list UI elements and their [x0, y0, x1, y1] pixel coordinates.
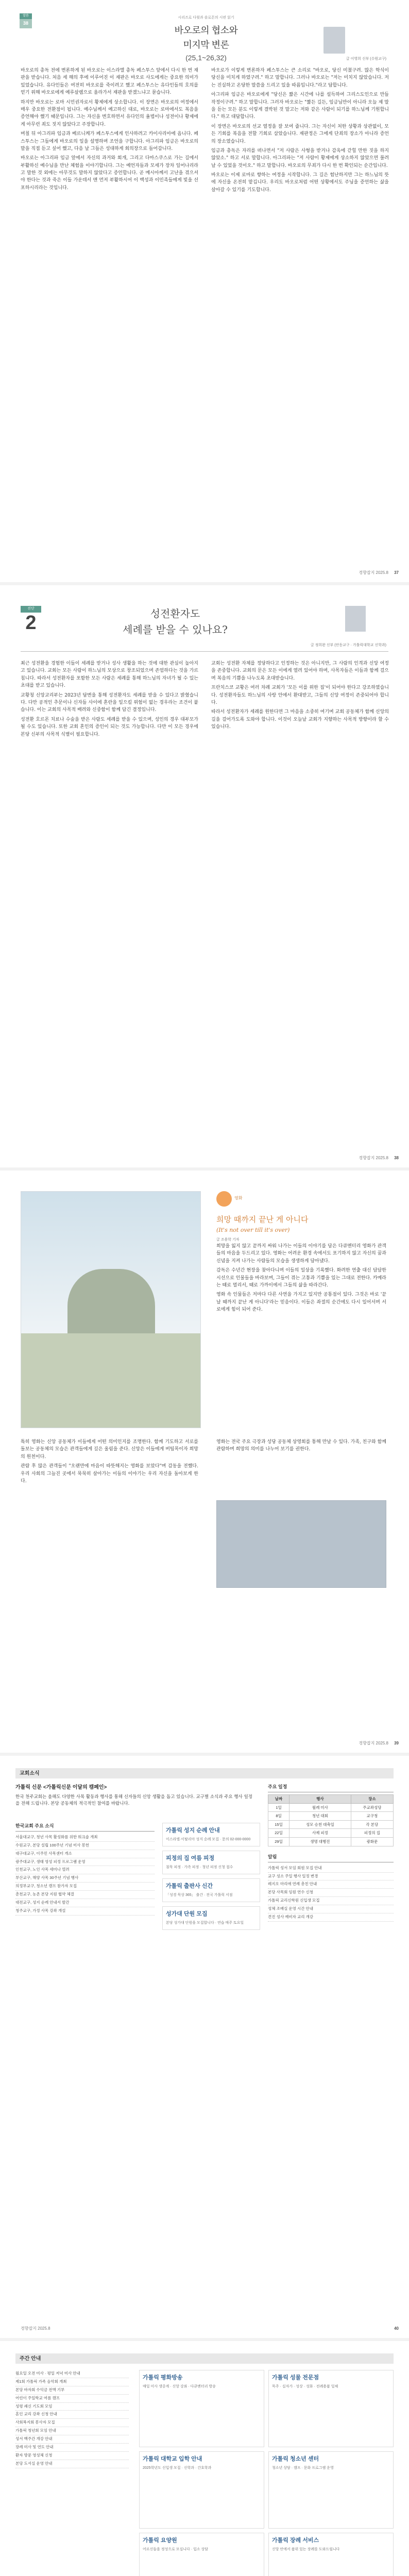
page-number: 37 — [394, 570, 399, 575]
paragraph: 프란치스코 교황은 여러 차례 교회가 '모든 이를 위한 집'이 되어야 한다고 강조하였습니다. 성전환자들도 하느님의 사랑 안에서 환대받고, 그들의 신앙 여정이 존중되어야 합니다. — [211, 685, 389, 705]
still-photo — [216, 1500, 386, 1588]
magazine-name: 경향잡지 2025.8 — [359, 1156, 388, 1160]
notice-column — [15, 2370, 129, 2468]
ad-title: 가톨릭 출판사 신간 — [166, 1883, 213, 1889]
notice-item[interactable]: 레지오 마리애 연례 총친 안내 — [268, 1880, 394, 1889]
schedule-cell: 각 본당 — [351, 1820, 393, 1829]
divider — [21, 651, 388, 652]
paragraph: 임금과 총독은 자리를 떠나면서 "저 사람은 사형을 받거나 감옥에 갇힐 만한 짓을 하지 않았소." 하고 서로 말합니다. 아그리파는 "저 사람이 황제에게 상소하지 않았으면 풀려날 수 있었을 것이오." 하고 말합니다. 바오로의 무죄가 다시 한 번 확인되는 순간입니다. — [211, 148, 389, 168]
paragraph: 바오로의 총독 전에 변론하게 된 바오로는 이스라엘 총독 페스투스 앞에서 다시 한 번 재판을 받습니다. 처음 세 해의 후에 이루어진 이 재판은 바오로 사도에게는 중요한 의미가 있었습니다. 유다인들은 여전히 바오로를 죽이려고 했고 페스투스는 유다인들의 호의를 얻기 위해 바오로에게 예루살렘으로 올라가서 재판을 받겠느냐고 묻습니다. — [21, 68, 198, 96]
ad-title: 피정의 집 여름 피정 — [166, 1855, 215, 1861]
weekly-item[interactable]: 어린이 주일학교 여름 캠프 — [15, 2395, 129, 2403]
issue-number: 2 — [25, 612, 37, 634]
schedule-row — [268, 1838, 394, 1846]
schedule-row — [268, 1803, 394, 1812]
schedule-cell: 광화문 — [351, 1838, 393, 1846]
ad-card[interactable] — [162, 1906, 260, 1930]
schedule-cell: 29일 — [268, 1838, 289, 1846]
ad-desc: 묵주 · 십자가 · 성상 · 성화 · 전례용품 일체 — [272, 2385, 338, 2389]
ad-card[interactable] — [162, 1823, 260, 1846]
ad-desc: 이스라엘·이탈리아 성지 순례 모집 · 문의 02-000-0000 — [166, 1838, 251, 1842]
author-name: 글 정희완 신부 (안동교구 · 가톨릭대학교 신학과) — [310, 643, 386, 647]
paragraph: 특히 영화는 신앙 공동체가 이들에게 어떤 의미인지를 조명한다. 함께 기도하고 서로를 돌보는 공동체의 모습은 관객들에게 깊은 울림을 준다. 신앙은 이들에게 버팀목이자 희망의 원천이다. — [21, 1439, 198, 1460]
schedule-cell: 피정의 집 — [351, 1829, 393, 1838]
paragraph: 바오로가 이렇게 변론하자 페스투스는 큰 소리로 "바오로, 당신 미쳤구려. 많은 학식이 당신을 미치게 하였구려." 하고 말합니다. 그러나 바오로는 "저는 미치지 않았습니다. 저는 진실하고 온당한 말씀을 드리고 있을 따름입니다."라고 답합니다. — [211, 68, 389, 88]
page-header-bar — [15, 2353, 394, 2364]
ads-column — [162, 1823, 260, 1930]
section-label: 말씀 — [20, 13, 32, 19]
paragraph: 교황청 신앙교리부는 2023년 답변을 통해 성전환자도 세례를 받을 수 있다고 밝혔습니다. 다만 공적인 추문이나 신자들 사이에 혼란을 일으킬 위험이 없는 경우라는 조건이 붙습니다. 이는 교회의 사목적 배려와 신중함이 함께 담긴 결정입니다. — [21, 692, 198, 713]
title-line-2: 미지막 변론 — [183, 39, 229, 50]
article-title — [216, 1214, 386, 1243]
ad-title: 가톨릭 요양원 — [143, 2537, 177, 2544]
paragraph: 바오로는 아그리파 임금 앞에서 자신의 과거와 회개, 그리고 다마스쿠스로 가는 길에서 부활하신 예수님을 만난 체험을 이야기합니다. 그는 예언자들과 모세가 장차 일어나리라고 말한 것 외에는 아무것도 말하지 않았다고 증언합니다. 곧 메시아께서 고난을 겪으셔야 한다는 것과 죽은 이들 가운데서 맨 먼저 부활하시어 이 백성과 이민족들에게 빛을 선포하시리라는 것입니다. — [21, 156, 198, 191]
paragraph: 영화 속 인물들은 저마다 다른 사연을 가지고 있지만 공통점이 있다. 그것은 바로 '끝날 때까지 끝난 게 아니다'라는 믿음이다. 이들은 좌절의 순간에도 다시 일어서며 서로에게 힘이 되어 준다. — [216, 1292, 386, 1313]
paragraph: 최근 성전환을 경험한 이들이 세례를 받거나 성사 생활을 하는 것에 대한 관심이 높아지고 있습니다. 교회는 모든 사람이 하느님의 모상으로 창조되었으며 존엄하다는 것을 가르칩니다. 따라서 성전환자를 포함한 모든 사람은 세례를 통해 하느님의 자녀가 될 수 있는 초대를 받고 있습니다. — [21, 661, 198, 689]
title-ko: 희망 때까지 끝난 게 아니다 — [216, 1215, 309, 1224]
ad-desc: 「성경 묵상 365」 출간 · 전국 가톨릭 서점 — [166, 1893, 233, 1897]
weekly-list — [15, 2370, 129, 2468]
notice-heading: 알림 — [268, 1854, 394, 1862]
schedule-cell: 교구청 — [351, 1812, 393, 1821]
issue-number-block — [21, 606, 41, 634]
paragraph: 영화는 전국 주요 극장과 성당 공동체 상영회를 통해 만날 수 있다. 가족, 친구와 함께 관람하며 희망의 의미를 나누어 보기를 권한다. — [216, 1439, 386, 1452]
lead-title: 가톨릭 신문 <가톨릭신문 이달의 캠페인> — [15, 1785, 107, 1790]
article-col-right — [211, 660, 389, 733]
article-col-right-top — [216, 1243, 386, 1316]
notice-item[interactable]: 교구 성소 주일 행사 일정 변경 — [268, 1873, 394, 1881]
schedule-cell: 1일 — [268, 1803, 289, 1812]
article-col-right-bottom — [216, 1438, 386, 1455]
page-header-title: 주간 안내 — [20, 2356, 41, 2362]
weekly-item[interactable]: 성령 쇄신 기도회 모임 — [15, 2403, 129, 2411]
weekly-item[interactable]: 월요일 오전 미사 · 평일 저녁 미사 안내 — [15, 2370, 129, 2378]
schedule-cell: 사제 피정 — [289, 1829, 351, 1838]
paragraph: 교회는 성전환 자체를 정당하다고 인정하는 것은 아니지만, 그 사람의 인격과 신앙 여정을 존중합니다. 교회의 문은 모든 이에게 열려 있어야 하며, 사목자들은 이들과 함께 걸으며 복음의 기쁨을 나누도록 초대받습니다. — [211, 661, 389, 681]
author-name: 글 조용학 기자 — [216, 1238, 240, 1242]
schedule-cell: 청년 대회 — [289, 1812, 351, 1821]
page-5 — [0, 2341, 409, 2576]
lead-block — [15, 1784, 252, 1808]
schedule-header: 장소 — [351, 1794, 393, 1803]
paragraph: 아그리파 임금은 바오로에게 "당신은 짧은 시간에 나를 설득하여 그리스도인으로 만들 작정이구려." 하고 말합니다. 그러자 바오로는 "짧든 길든, 임금님만이 아니라 오늘 제 말을 듣는 모든 분도 이렇게 결박된 것 말고는 저와 같은 사람이 되기를 하느님께 기원합니다." 하고 대답합니다. — [211, 92, 389, 120]
schedule-table — [268, 1794, 394, 1846]
section-number: 38 — [20, 19, 32, 28]
notice-item[interactable]: 가톨릭 성서 모임 회원 모집 안내 — [268, 1865, 394, 1873]
weekly-item[interactable]: 제1회 가톨릭 가족 음악회 개최 — [15, 2378, 129, 2386]
page-footer — [0, 569, 409, 577]
weekly-item[interactable]: 혼인 교리 강좌 신청 안내 — [15, 2411, 129, 2419]
notice-item[interactable]: 본당 사목회 임원 연수 신청 — [268, 1889, 394, 1897]
news-item[interactable]: 인천교구, 노인 사목 세미나 열려 — [15, 1866, 155, 1874]
news-item[interactable]: 청주교구, 가정 사목 강좌 개설 — [15, 1907, 155, 1916]
magazine-name: 경향잡지 2025.8 — [359, 570, 388, 575]
page-number-badge — [20, 13, 32, 28]
section-label: 영화 — [234, 1196, 243, 1200]
notice-list — [268, 1865, 394, 1922]
news-section — [15, 1823, 155, 1916]
paragraph: 성전환 호르몬 치료나 수술을 받은 사람도 세례를 받을 수 있으며, 성인의 경우 대부모가 될 수도 있습니다. 또한 교회 혼인의 증인이 되는 것도 가능합니다. 다만 이 모든 경우에 본당 신부의 사목적 식별이 필요합니다. — [21, 717, 198, 737]
notice-item[interactable]: 성체 조배실 운영 시간 안내 — [268, 1905, 394, 1913]
article-col-left — [21, 67, 198, 194]
ad-title: 가톨릭 장례 서비스 — [272, 2537, 319, 2544]
page-1 — [0, 0, 409, 582]
title-line-2: 세례를 받을 수 있나요? — [123, 623, 228, 636]
page-2 — [0, 585, 409, 1167]
author-name: 글 이영희 신부 (수원교구) — [346, 57, 386, 61]
news-item[interactable]: 춘천교구, 농촌 본당 지원 협약 체결 — [15, 1891, 155, 1899]
news-list — [15, 1834, 155, 1916]
page-number: 40 — [394, 2326, 399, 2331]
ad-grid — [139, 2370, 394, 2576]
notice-item[interactable]: 견진 성사 예비자 교리 개강 — [268, 1913, 394, 1922]
weekly-item[interactable]: 사회복지회 봉사자 모집 — [15, 2419, 129, 2427]
schedule-section — [268, 1784, 394, 1922]
page-number: 39 — [394, 1741, 399, 1745]
weekly-item[interactable]: 본당 도서실 운영 안내 — [15, 2460, 129, 2468]
schedule-cell: 주교좌성당 — [351, 1803, 393, 1812]
news-item[interactable]: 수원교구, 본당 설립 100주년 기념 미사 봉헌 — [15, 1842, 155, 1850]
weekly-item[interactable]: 본당 바자회 수익금 전액 기부 — [15, 2386, 129, 2395]
author-photo — [323, 27, 345, 54]
page-footer — [0, 1739, 409, 1748]
schedule-cell: 성모 승천 대축일 — [289, 1820, 351, 1829]
news-item[interactable]: 서울대교구, 청년 사목 활성화를 위한 워크숍 개최 — [15, 1834, 155, 1842]
magazine-name: 경향잡지 2025.8 — [21, 2326, 50, 2331]
paragraph: 감독은 수년간 현장을 찾아다니며 이들의 일상을 기록했다. 화려한 연출 대신 담담한 시선으로 인물들을 바라보며, 그들이 겪는 고통과 기쁨을 있는 그대로 전한다. 카메라는 때로 멀리서, 때로 가까이에서 그들의 삶을 따라간다. — [216, 1268, 386, 1288]
paragraph: 바오로는 이제 로마로 향하는 여정을 시작합니다. 그 길은 험난하지만 그는 하느님의 뜻에 자신을 온전히 맡깁니다. 우리도 바오로처럼 어떤 상황에서도 주님을 증언하는 삶을 살아갈 수 있기를 기도합니다. — [211, 173, 389, 193]
schedule-header: 행사 — [289, 1794, 351, 1803]
paragraph: 이 장면은 바오로의 선교 열정을 잘 보여 줍니다. 그는 자신이 처한 상황과 상관없이, 모든 기회를 복음을 전할 기회로 삼았습니다. 재판정은 그에게 단죄의 장소가 아니라 증언의 장소였습니다. — [211, 124, 389, 144]
title-line-1: 바오로의 협소와 — [174, 25, 238, 36]
page-number: 38 — [394, 1156, 399, 1160]
page-4 — [0, 1756, 409, 2338]
news-item[interactable]: 광주대교구, 생태 영성 피정 프로그램 운영 — [15, 1858, 155, 1867]
article-col-left — [21, 660, 198, 740]
weekly-item[interactable]: 가톨릭 청년회 모임 안내 — [15, 2427, 129, 2435]
schedule-row — [268, 1820, 394, 1829]
page-3 — [0, 1171, 409, 1753]
schedule-heading: 주요 일정 — [268, 1784, 394, 1792]
schedule-cell: 8일 — [268, 1812, 289, 1821]
ad-card[interactable] — [139, 2533, 264, 2576]
article-title — [77, 606, 273, 638]
article-col-right — [211, 67, 389, 196]
paragraph: 따라서 성전환자가 세례를 원한다면 그 마음을 소중히 여기며 교회 공동체가 함께 신앙의 길을 걸어가도록 도와야 합니다. 이것이 오늘날 교회가 지향하는 사목적 방향이라 할 수 있습니다. — [211, 709, 389, 730]
ad-desc: 침묵 피정 · 가족 피정 · 청년 피정 신청 접수 — [166, 1865, 233, 1869]
page-footer — [0, 2325, 409, 2333]
notice-item[interactable]: 가톨릭 교리신학원 신입생 모집 — [268, 1897, 394, 1905]
schedule-header-row — [268, 1794, 394, 1803]
ad-desc: 본당 성가대 단원을 모집합니다 · 연습 매주 토요일 — [166, 1921, 244, 1925]
paragraph: 며칠 뒤 아그리파 임금과 베르니케가 페스투스에게 인사하려고 카이사리아에 옵니다. 페스투스는 그들에게 바오로의 일을 설명하며 조언을 구합니다. 아그리파 임금은 바오로의 말을 직접 듣고 싶어 했고, 다음 날 그들은 성대하게 회의장으로 들어갑니다. — [21, 131, 198, 151]
ad-title: 가톨릭 청소년 센터 — [272, 2456, 319, 2462]
schedule-cell: 15일 — [268, 1820, 289, 1829]
news-item[interactable]: 부산교구, 해양 사목 30주년 기념 행사 — [15, 1874, 155, 1883]
ad-desc: 2025학년도 신입생 모집 · 신학과 · 간호학과 — [143, 2466, 212, 2470]
news-item[interactable]: 대구대교구, 이주민 사목센터 개소 — [15, 1850, 155, 1858]
series-title: 시리즈로 다윗과 솔로몬의 시편 읽기 — [178, 16, 234, 20]
ad-card[interactable] — [162, 1878, 260, 1902]
lead-text: 한국 천주교회는 올해도 다양한 사목 활동과 행사를 통해 신자들의 신앙 생활을 돕고 있습니다. 교구별 소식과 주요 행사 일정을 전해 드립니다. 본당 공동체의 적극적인 참여를 바랍니다. — [15, 1794, 252, 1807]
page-footer — [0, 1154, 409, 1162]
author-photo — [345, 606, 366, 632]
schedule-cell: 22일 — [268, 1829, 289, 1838]
ad-desc: 청소년 상담 · 캠프 · 문화 프로그램 운영 — [272, 2466, 334, 2470]
ad-card[interactable] — [139, 2451, 264, 2529]
magazine-name: 경향잡지 2025.8 — [359, 1741, 388, 1745]
poster-ground — [21, 1333, 200, 1428]
ad-title: 가톨릭 대학교 입학 안내 — [143, 2456, 202, 2462]
section-badge — [216, 1191, 232, 1207]
weekly-item[interactable]: 성서 백주간 개강 안내 — [15, 2435, 129, 2444]
ad-title: 가톨릭 평화방송 — [143, 2375, 183, 2381]
movie-poster — [21, 1191, 201, 1428]
schedule-row — [268, 1829, 394, 1838]
ad-card[interactable] — [268, 2533, 394, 2576]
paragraph: 하지만 바오로는 로마 시민권자로서 황제에게 상소합니다. 이 장면은 바오로의 여정에서 매우 중요한 전환점이 됩니다. 예수님께서 예고하신 대로, 바오로는 로마에서도 복음을 증언해야 했기 때문입니다. 그는 자신을 변호하면서 유다인의 율법이나 성전이나 황제에게 아무런 죄도 짓지 않았다고 주장합니다. — [21, 99, 198, 127]
title-en: (It's not over till it's over) — [216, 1227, 290, 1234]
schedule-cell: 월례 미사 — [289, 1803, 351, 1812]
ad-title: 가톨릭 성지 순례 안내 — [166, 1827, 220, 1834]
ad-card[interactable] — [162, 1851, 260, 1874]
news-heading: 한국교회 주요 소식 — [15, 1823, 155, 1832]
ad-title: 성가대 단원 모집 — [166, 1910, 208, 1917]
news-item[interactable]: 대전교구, 성지 순례 안내서 발간 — [15, 1899, 155, 1907]
title-line-3: (25,1~26,32) — [185, 53, 227, 62]
ad-desc: 어르신들을 정성으로 모십니다 · 입소 상담 — [143, 2548, 209, 2552]
page-header-bar — [15, 1768, 394, 1778]
article-title — [155, 24, 258, 63]
weekly-item[interactable]: 장례 미사 및 연도 안내 — [15, 2444, 129, 2452]
ad-desc: 매일 미사 생중계 · 신앙 강좌 · 다큐멘터리 방송 — [143, 2385, 216, 2389]
article-col-left-bottom — [21, 1438, 198, 1487]
issue-label: 진단 — [21, 606, 41, 613]
paragraph: 희망을 잃지 않고 끝까지 싸워 나가는 이들의 이야기를 담은 다큐멘터리 영화가 관객들의 마음을 두드리고 있다. 영화는 어려운 환경 속에서도 포기하지 않고 자신의 꿈과 신념을 지켜 나가는 사람들의 모습을 생생하게 담아냈다. — [216, 1244, 386, 1264]
ad-card[interactable] — [268, 2451, 394, 2529]
ad-card[interactable] — [139, 2370, 264, 2447]
title-line-1: 성전환자도 — [150, 607, 200, 620]
schedule-row — [268, 1812, 394, 1821]
weekly-item[interactable]: 환자 방문 영성체 신청 — [15, 2452, 129, 2460]
schedule-header: 날짜 — [268, 1794, 289, 1803]
ad-card[interactable] — [268, 2370, 394, 2447]
ad-desc: 신앙 안에서 품위 있는 장례를 도와드립니다 — [272, 2548, 340, 2552]
news-item[interactable]: 의정부교구, 청소년 캠프 참가자 모집 — [15, 1883, 155, 1891]
page-header-title: 교회소식 — [20, 1771, 40, 1776]
schedule-cell: 생명 대행진 — [289, 1838, 351, 1846]
paragraph: 관람 후 많은 관객들이 "오랜만에 마음이 따뜻해지는 영화를 보았다"며 감동을 전했다. 우리 사회의 그늘진 곳에서 묵묵히 살아가는 이들의 이야기는 우리 자신을 돌아보게 한다. — [21, 1464, 198, 1484]
ad-title: 가톨릭 성물 전문점 — [272, 2375, 319, 2381]
